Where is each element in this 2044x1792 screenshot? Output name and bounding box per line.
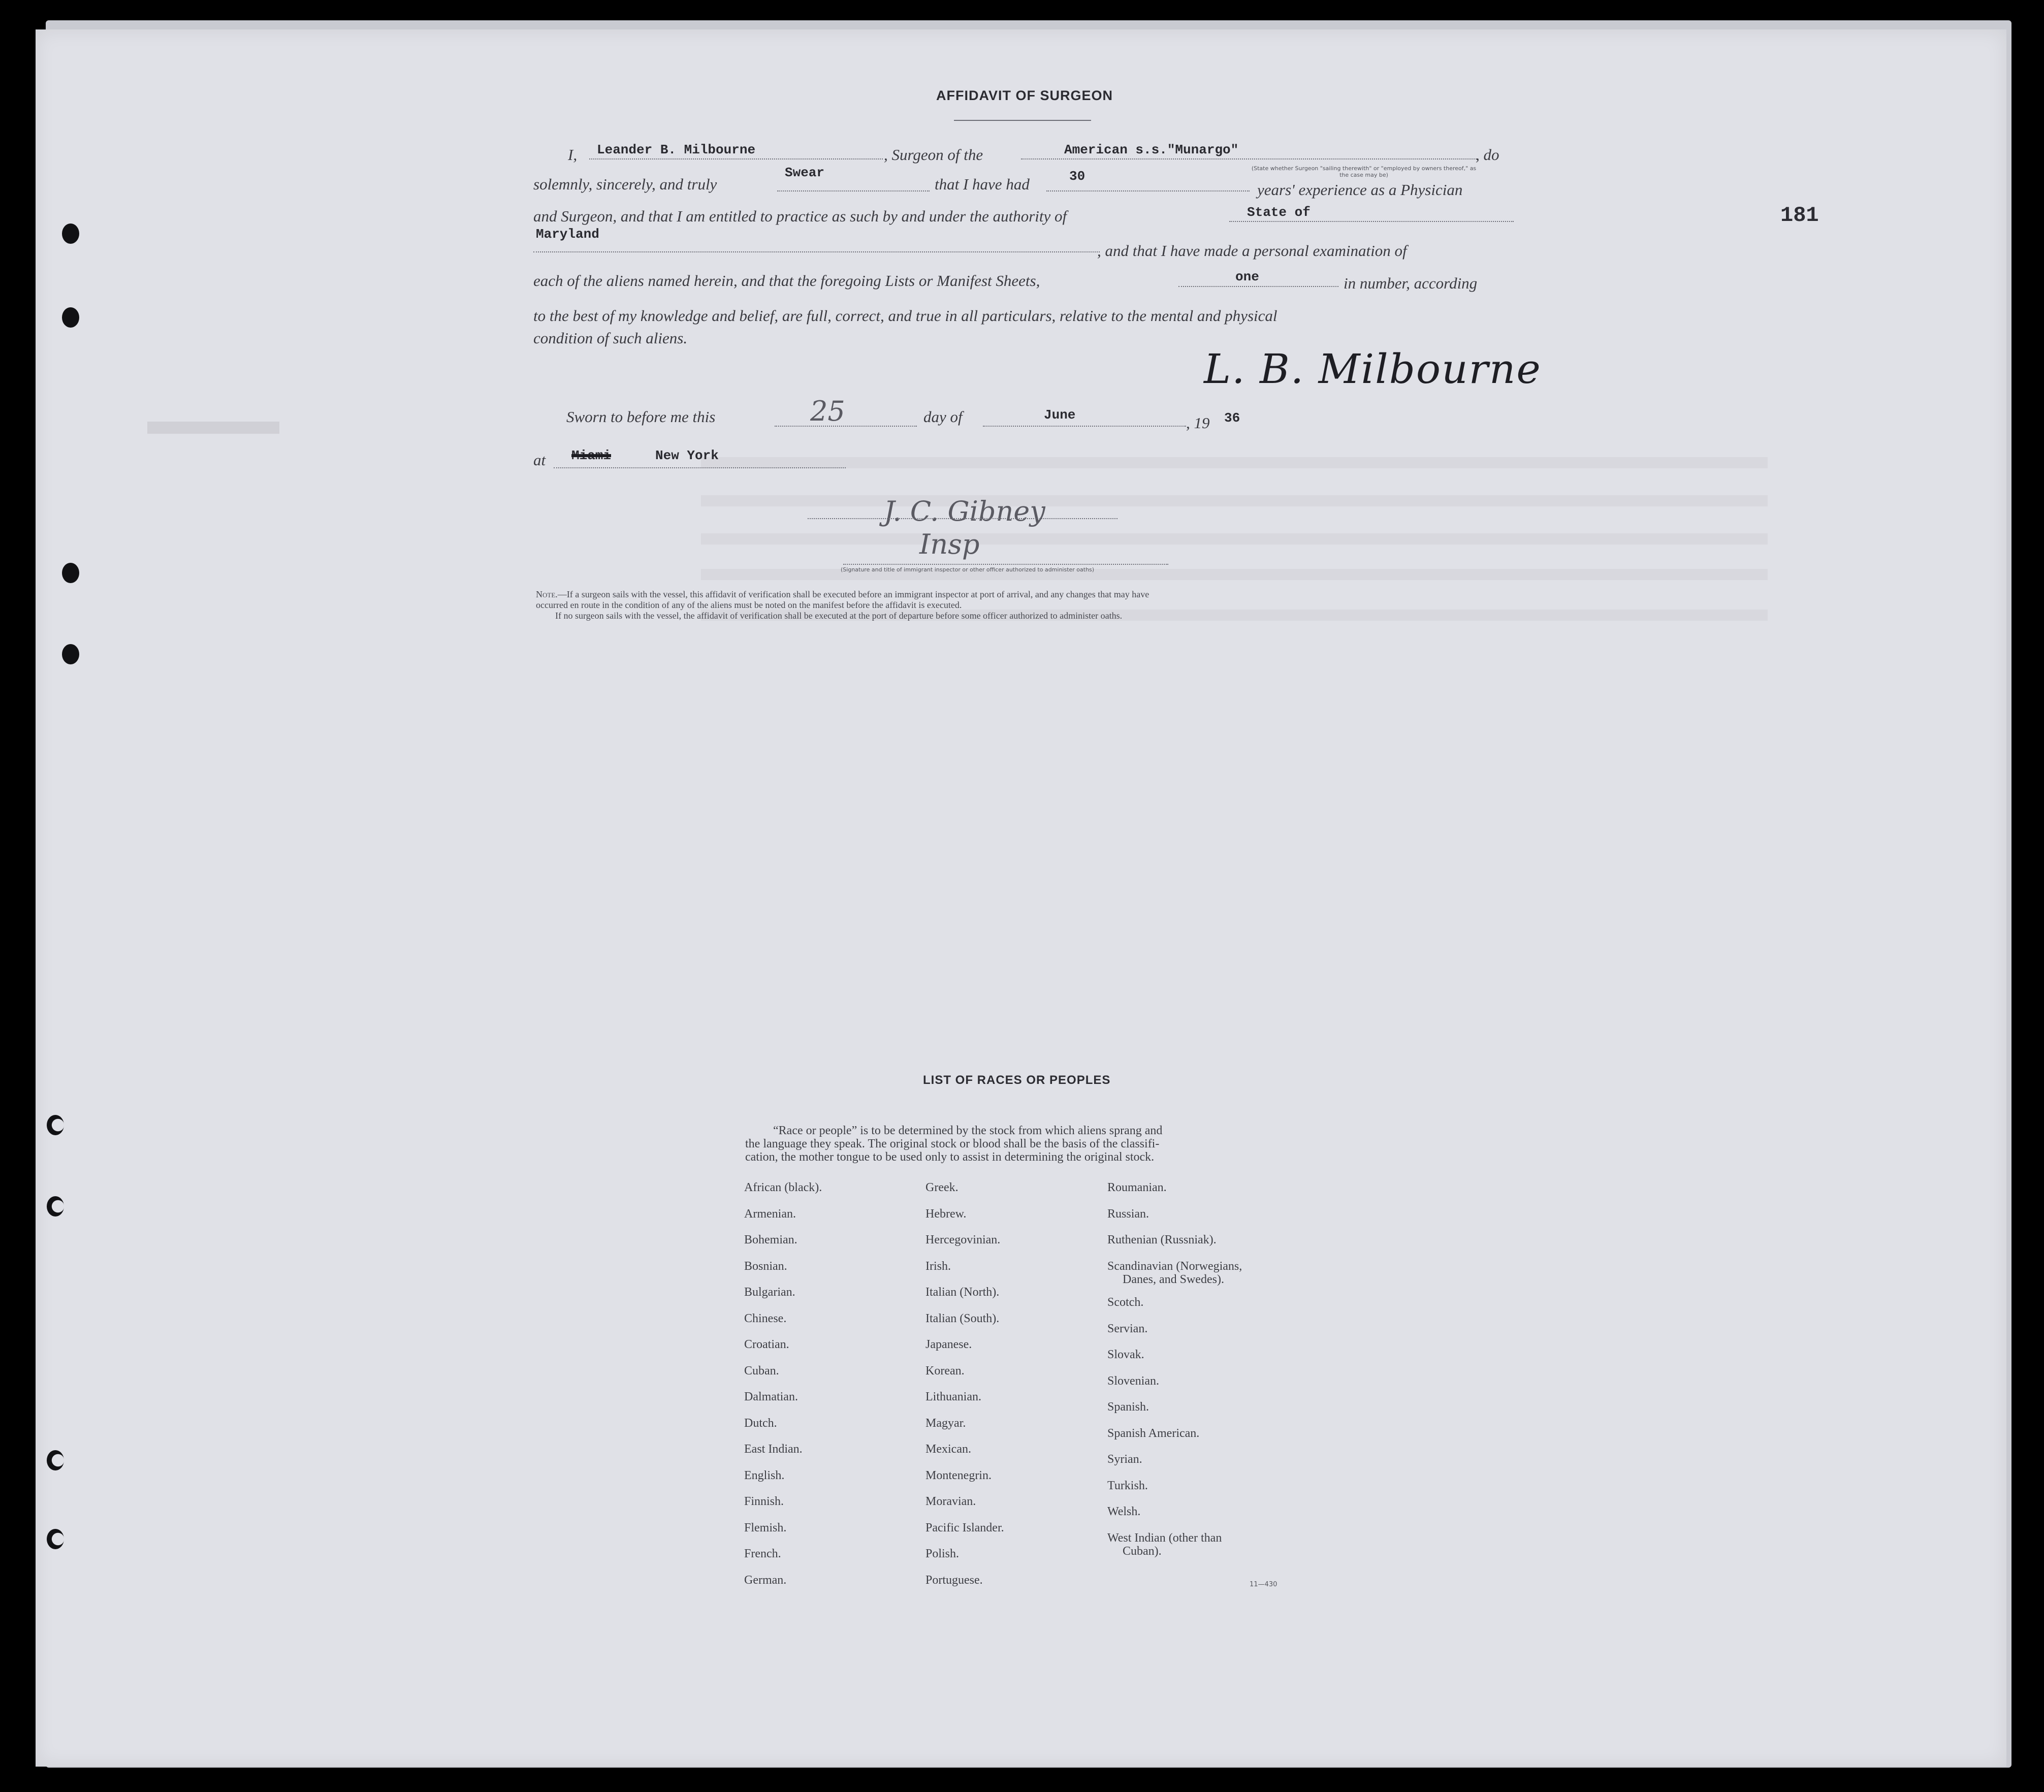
inspector-signature-line <box>808 518 1117 519</box>
race-item: Polish. <box>925 1547 960 1560</box>
race-item: Korean. <box>925 1364 965 1378</box>
race-item: Moravian. <box>925 1495 976 1508</box>
race-item: English. <box>744 1468 785 1482</box>
race-item: Chinese. <box>744 1311 787 1325</box>
vessel-name: American s.s."Munargo" <box>1064 142 1239 157</box>
bleed-through-text <box>701 457 1768 468</box>
line4-suffix: , and that I have made a personal examination of <box>1097 242 1407 260</box>
struck-place: Miami <box>571 448 612 463</box>
line1-prefix: I, <box>568 146 578 164</box>
race-item: Italian (South). <box>925 1311 1000 1325</box>
sheet-count: one <box>1235 269 1259 284</box>
affidavit-title: AFFIDAVIT OF SURGEON <box>936 88 1113 103</box>
document-page <box>36 29 2006 1767</box>
sworn-month: June <box>1044 407 1076 423</box>
race-item: Bosnian. <box>744 1259 787 1273</box>
race-item: Dalmatian. <box>744 1390 798 1403</box>
day-line <box>775 426 917 427</box>
sworn-prefix: Sworn to before me this <box>566 408 716 426</box>
race-item: Italian (North). <box>925 1286 1000 1299</box>
binder-hole <box>62 563 79 583</box>
note-text1: —If a surgeon sails with the vessel, this affidavit of verification shall be executed before an immigrant inspector at port of arrival, and any changes that may have <box>557 589 1149 599</box>
race-item: Bulgarian. <box>744 1286 795 1299</box>
day-label: day of <box>923 408 963 426</box>
binder-hole <box>62 644 79 664</box>
race-item: Lithuanian. <box>925 1390 981 1403</box>
race-item: Pacific Islander. <box>925 1521 1004 1534</box>
race-item: Hercegovinian. <box>925 1233 1001 1246</box>
line6: to the best of my knowledge and belief, are full, correct, and true in all particulars, relative to the mental and physical <box>533 307 1278 325</box>
race-item: Spanish American. <box>1107 1426 1200 1440</box>
line2-prefix: solemnly, sincerely, and truly <box>533 175 717 193</box>
bleed-through-text <box>147 422 279 434</box>
inspector-title: Insp <box>919 528 980 560</box>
inspector-title-line <box>843 564 1168 565</box>
bleed-through-text <box>701 495 1768 506</box>
races-intro-2: the language they speak. The original stock or blood shall be the basis of the classifi- <box>745 1137 1160 1150</box>
race-item: Roumanian. <box>1107 1181 1167 1194</box>
title-underline <box>954 120 1091 121</box>
race-item: Armenian. <box>744 1207 796 1221</box>
note-label: Note. <box>536 589 558 599</box>
line1-mid: , Surgeon of the <box>884 146 983 164</box>
note-line2: occurred en route in the condition of any of the aliens must be noted on the manifest before the affidavit is executed. <box>536 600 962 610</box>
races-title: LIST OF RACES OR PEOPLES <box>923 1073 1111 1087</box>
race-item: Scandinavian (Norwegians, Danes, and Swedes). <box>1107 1259 1242 1286</box>
race-item: West Indian (other than Cuban). <box>1107 1531 1222 1558</box>
race-item: German. <box>744 1573 787 1587</box>
authority-continued: Maryland <box>536 227 599 242</box>
line7: condition of such aliens. <box>533 329 688 347</box>
year-prefix: , 19 <box>1186 414 1210 432</box>
race-item: Mexican. <box>925 1443 971 1456</box>
race-item: Portuguese. <box>925 1573 983 1587</box>
page-number: 181 <box>1780 203 1819 228</box>
authority-cont-line <box>533 251 1100 252</box>
race-item: Greek. <box>925 1181 959 1194</box>
years-experience: 30 <box>1069 169 1085 184</box>
race-item: African (black). <box>744 1181 822 1194</box>
race-item: Croatian. <box>744 1338 789 1351</box>
race-item: Servian. <box>1107 1322 1148 1335</box>
race-item: Finnish. <box>744 1495 784 1508</box>
races-intro-3: cation, the mother tongue to be used only to assist in determining the original stock. <box>745 1150 1155 1164</box>
month-line <box>983 426 1186 427</box>
authority-line <box>1229 221 1514 222</box>
race-item: Welsh. <box>1107 1505 1141 1518</box>
binder-hole <box>62 307 79 328</box>
form-code: 11—430 <box>1250 1581 1278 1588</box>
race-item: French. <box>744 1547 781 1560</box>
line5-prefix: each of the aliens named herein, and that the foregoing Lists or Manifest Sheets, <box>533 272 1040 290</box>
binder-hole <box>47 1115 64 1135</box>
race-item: Montenegrin. <box>925 1468 992 1482</box>
surgeon-name-line <box>589 158 883 159</box>
surgeon-name: Leander B. Milbourne <box>597 142 756 157</box>
place-line <box>554 467 846 468</box>
race-item: Russian. <box>1107 1207 1149 1221</box>
race-item: East Indian. <box>744 1443 803 1456</box>
race-item: Flemish. <box>744 1521 787 1534</box>
at-prefix: at <box>533 451 546 469</box>
race-item: Hebrew. <box>925 1207 967 1221</box>
line2-mid: that I have had <box>935 175 1030 193</box>
race-item: Slovenian. <box>1107 1374 1159 1388</box>
sworn-place: New York <box>655 448 719 463</box>
note-line1 <box>536 589 1149 600</box>
surgeon-signature: L. B. Milbourne <box>1204 345 1542 393</box>
oath-line <box>777 190 930 191</box>
race-item: Slovak. <box>1107 1348 1144 1361</box>
race-item: Syrian. <box>1107 1453 1142 1466</box>
inspector-caption: (Signature and title of immigrant inspector or other officer authorized to administer oaths) <box>841 566 1095 573</box>
race-item: Spanish. <box>1107 1400 1149 1414</box>
years-line <box>1046 190 1250 191</box>
bleed-through-text <box>701 533 1768 545</box>
binder-hole <box>47 1450 64 1470</box>
sworn-day: 25 <box>810 395 845 427</box>
race-item: Cuban. <box>744 1364 779 1378</box>
inspector-signature: J. C. Gibney <box>884 495 1045 527</box>
note-line3: If no surgeon sails with the vessel, the affidavit of verification shall be executed at the port of departure before some officer authorized to administer oaths. <box>555 611 1123 621</box>
year-suffix: 36 <box>1224 410 1240 426</box>
races-intro-1: “Race or people” is to be determined by the stock from which aliens sprang and <box>773 1124 1163 1137</box>
race-item: Irish. <box>925 1259 951 1273</box>
binder-hole <box>62 223 79 244</box>
race-item: Ruthenian (Russniak). <box>1107 1233 1217 1246</box>
race-item: Turkish. <box>1107 1479 1148 1492</box>
line5-suffix: in number, according <box>1344 274 1478 292</box>
line3-prefix: and Surgeon, and that I am entitled to practice as such by and under the authority of <box>533 207 1067 225</box>
oath-word: Swear <box>785 165 825 180</box>
sheet-count-line <box>1178 286 1338 287</box>
race-item: Magyar. <box>925 1416 966 1430</box>
authority: State of <box>1247 205 1311 220</box>
vessel-line <box>1021 158 1478 159</box>
race-item: Bohemian. <box>744 1233 797 1246</box>
line1-suffix: , do <box>1476 146 1499 164</box>
binder-hole <box>47 1529 64 1549</box>
race-item: Dutch. <box>744 1416 777 1430</box>
binder-hole <box>47 1196 64 1217</box>
race-item: Scotch. <box>1107 1296 1144 1309</box>
line2-suffix: years' experience as a Physician <box>1257 181 1463 199</box>
race-item: Japanese. <box>925 1338 972 1351</box>
vessel-note: (State whether Surgeon "sailing therewith" or "employed by owners thereof," as the case may be) <box>1251 165 1477 178</box>
